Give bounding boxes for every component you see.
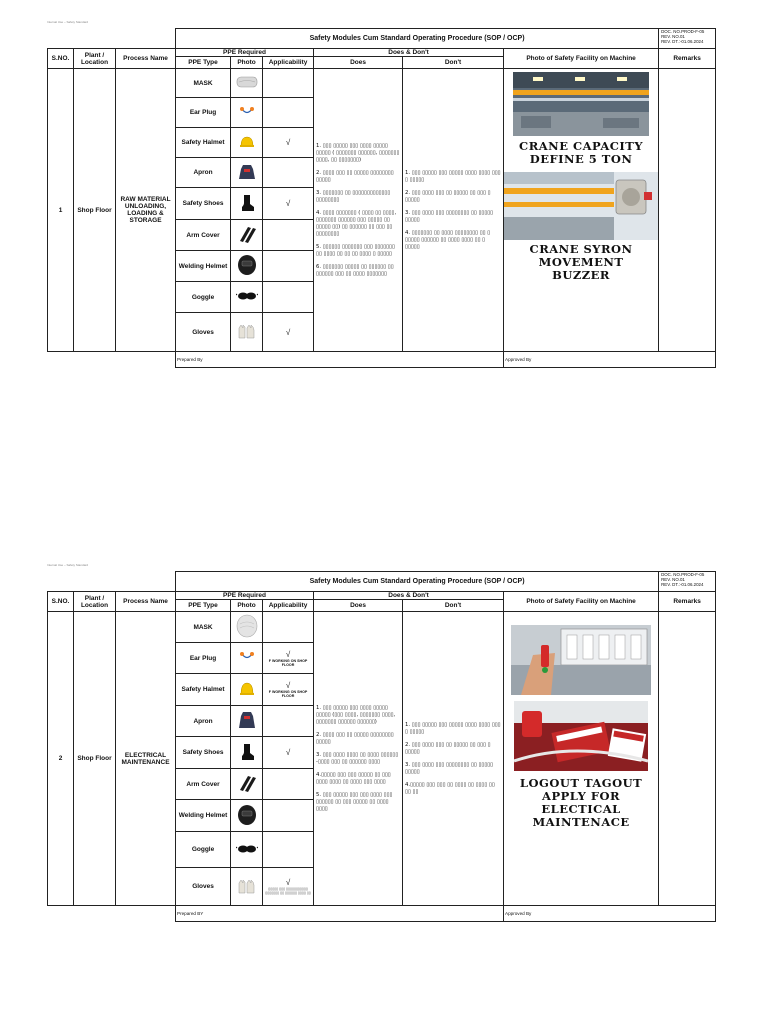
header-sno: S.NO. [48,592,74,612]
goggle-icon [231,282,263,313]
donts-item: 4. ▯▯▯▯▯▯▯ ▯▯ ▯▯▯▯ ▯▯▯▯▯▯▯▯ ▯▯ ▯ ▯▯▯▯▯ ▯▯▯▯▯▯ ▯▯ ▯▯▯▯ ▯▯▯▯ ▯▯ ▯ ▯▯▯▯▯ [405,229,491,250]
ear-plug-icon [231,643,263,674]
header-does-donts: Does & Don't [314,49,504,57]
header-donts: Don't [403,600,504,612]
plant-location: Shop Floor [74,612,116,906]
ppe-applicability [263,98,314,128]
ppe-type: Safety Shoes [176,737,231,769]
does-item: 4.▯▯▯▯▯ ▯▯▯ ▯▯▯ ▯▯▯▯▯ ▯▯ ▯▯▯ ▯▯▯▯ ▯▯▯▯ ▯▯ ▯▯▯▯ ▯▯▯ ▯▯▯▯ [316,771,391,785]
shoe-icon [231,188,263,220]
ppe-type: MASK [176,612,231,643]
ppe-type: Gloves [176,868,231,906]
does-item: 5. ▯▯▯▯▯▯ ▯▯▯▯▯▯▯ ▯▯▯ ▯▯▯▯▯▯▯ ▯▯ ▯▯▯▯ ▯▯ ▯▯ ▯▯ ▯▯▯▯ ▯ ▯▯▯▯▯ [316,243,395,257]
does-item: 6. ▯▯▯▯▯▯▯ ▯▯▯▯▯ ▯▯ ▯▯▯▯▯▯ ▯▯ ▯▯▯▯▯▯ ▯▯▯ ▯▯ ▯▯▯▯ ▯▯▯▯▯▯▯ [316,263,394,277]
donts-item: 3. ▯▯▯ ▯▯▯▯ ▯▯▯ ▯▯▯▯▯▯▯▯ ▯▯ ▯▯▯▯▯ ▯▯▯▯▯ [405,209,494,223]
remarks-cell [659,69,716,352]
ppe-applicability [263,220,314,251]
donts-list [403,69,504,352]
header-photo-facility: Photo of Safety Facility on Machine [504,49,659,69]
doc-info: DOC. NO.PROD-F-05 REV. NO.01 REV. DT.:-01.06.2024 [659,572,716,592]
header-applicability: Applicability [263,57,314,69]
sop-title: Safety Modules Cum Standard Operating Procedure (SOP / OCP) [176,572,659,592]
ppe-type: Gloves [176,313,231,352]
doc-info: DOC. NO.PROD-F-05 REV. NO.01 REV. DT.:-01.06.2024 [659,29,716,49]
does-item: 2. ▯▯▯▯ ▯▯▯ ▯▯ ▯▯▯▯▯ ▯▯▯▯▯▯▯▯ ▯▯▯▯▯ [316,731,394,745]
header-does: Does [314,57,403,69]
apron-icon [231,158,263,188]
does-item: 1. ▯▯▯ ▯▯▯▯▯ ▯▯▯ ▯▯▯▯ ▯▯▯▯▯ ▯▯▯▯▯ ( ▯▯▯▯▯▯▯ ▯▯▯▯▯▯, ▯▯▯▯▯▯▯ ▯▯▯▯, ▯▯ ▯▯▯▯▯▯▯) [316,142,400,163]
electrical-panel-photo [511,625,651,695]
apron-icon [231,706,263,737]
header-remarks: Remarks [659,49,716,69]
header-does-donts: Does & Don't [314,592,504,600]
ppe-applicability [263,282,314,313]
ppe-applicability [263,769,314,800]
ppe-applicability: √ [263,188,314,220]
crane-buzzer-photo [504,172,659,240]
gloves-icon [231,313,263,352]
ppe-applicability: √ [263,313,314,352]
plant-location: Shop Floor [74,69,116,352]
crane-photo [513,72,649,136]
header-donts: Don't [403,57,504,69]
header-process: Process Name [116,592,176,612]
donts-item: 1. ▯▯▯ ▯▯▯▯▯ ▯▯▯ ▯▯▯▯▯ ▯▯▯▯ ▯▯▯▯ ▯▯▯ ▯ ▯▯▯▯▯ [405,169,501,183]
donts-item: 2. ▯▯▯ ▯▯▯▯ ▯▯▯ ▯▯ ▯▯▯▯▯ ▯▯ ▯▯▯ ▯ ▯▯▯▯▯ [405,189,491,203]
header-ppe-type: PPE Type [176,57,231,69]
process-name: ELECTRICAL MAINTENANCE [116,612,176,906]
internal-use-note: Internal Use – Safety Standard [47,563,89,567]
ppe-type: Apron [176,158,231,188]
internal-use-note: Internal Use – Safety Standard [47,20,89,24]
header-ppe-required: PPE Required [176,592,314,600]
ppe-applicability: √ F WORKING ON SHOP FLOOR [263,674,314,706]
ppe-type: Safety Halmet [176,128,231,158]
ppe-type: Apron [176,706,231,737]
header-ppe-required: PPE Required [176,49,314,57]
ppe-applicability: √ ▯▯▯▯▯ ▯▯▯ ▯▯▯▯▯▯▯▯▯▯▯ ▯▯▯▯▯▯▯ ▯▯ ▯▯▯▯▯▯ ▯▯▯▯ ▯▯ [263,868,314,906]
ppe-applicability [263,832,314,868]
does-item: 3. ▯▯▯▯▯▯▯ ▯▯ ▯▯▯▯▯▯▯▯▯▯▯▯▯ ▯▯▯▯▯▯▯▯ [316,189,391,203]
ppe-applicability: √ [263,737,314,769]
donts-item: 3. ▯▯▯ ▯▯▯▯ ▯▯▯ ▯▯▯▯▯▯▯▯ ▯▯ ▯▯▯▯▯ ▯▯▯▯▯ [405,761,494,775]
header-photo: Photo [231,57,263,69]
photo-caption: CRANE SYRON MOVEMENT BUZZER [529,242,633,282]
donts-item: 4.▯▯▯▯▯ ▯▯▯ ▯▯▯ ▯▯ ▯▯▯▯ ▯▯ ▯▯▯▯ ▯▯ ▯▯ ▯▯ [405,781,495,795]
serial-number: 1 [48,69,74,352]
prepared-by: Prepared By [176,352,504,368]
approved-by: Approved By [504,352,716,368]
ppe-type: Safety Shoes [176,188,231,220]
header-plant: Plant / Location [74,49,116,69]
safety-facility-photos [504,612,659,906]
header-photo-facility: Photo of Safety Facility on Machine [504,592,659,612]
ppe-type: Safety Halmet [176,674,231,706]
ppe-applicability: √ F WORKING ON SHOP FLOOR [263,643,314,674]
photo-caption: CRANE CAPACITY DEFINE 5 TON [519,139,644,166]
header-process: Process Name [116,49,176,69]
goggle-icon [231,832,263,868]
ppe-type: Arm Cover [176,769,231,800]
ppe-applicability: √ [263,128,314,158]
remarks-cell [659,612,716,906]
sop-table-1 [47,28,716,368]
lockout-tag-photo [514,701,648,771]
sop-table-2 [47,571,716,922]
header-does: Does [314,600,403,612]
photo-caption: LOGOUT TAGOUT APPLY FOR ELECTICAL MAINTENACE [519,776,643,829]
ear-plug-icon [231,98,263,128]
does-item: 5. ▯▯▯ ▯▯▯▯▯ ▯▯▯ ▯▯▯ ▯▯▯▯ ▯▯▯ ▯▯▯▯▯▯ ▯▯ ▯▯▯ ▯▯▯▯▯ ▯▯ ▯▯▯▯ ▯▯▯▯ [316,791,393,812]
ppe-type: Goggle [176,282,231,313]
donts-item: 2. ▯▯▯ ▯▯▯▯ ▯▯▯ ▯▯ ▯▯▯▯▯ ▯▯ ▯▯▯ ▯ ▯▯▯▯▯ [405,741,491,755]
does-item: 4. ▯▯▯▯ ▯▯▯▯▯▯▯ ( ▯▯▯▯ ▯▯ ▯▯▯▯, ▯▯▯▯▯▯▯ ▯▯▯▯▯▯ ▯▯▯ ▯▯▯▯▯ ▯▯ ▯▯▯▯▯ ▯▯) ▯▯ ▯▯▯▯▯▯ ▯▯ ▯▯▯ ▯▯ ▯▯▯▯▯▯▯▯ [316,209,397,237]
header-sno: S.NO. [48,49,74,69]
ppe-applicability [263,706,314,737]
ppe-applicability [263,158,314,188]
does-item: 3. ▯▯▯ ▯▯▯▯ ▯▯▯▯ ▯▯ ▯▯▯▯ ▯▯▯▯▯▯ -▯▯▯▯ ▯▯▯ ▯▯ ▯▯▯▯▯▯ ▯▯▯▯ [316,751,399,765]
arm-cover-icon [231,220,263,251]
approved-by: Approved By [504,906,716,922]
header-remarks: Remarks [659,592,716,612]
gloves-icon [231,868,263,906]
welding-helmet-icon [231,251,263,282]
ppe-applicability [263,251,314,282]
donts-item: 1. ▯▯▯ ▯▯▯▯▯ ▯▯▯ ▯▯▯▯▯ ▯▯▯▯ ▯▯▯▯ ▯▯▯ ▯ ▯▯▯▯▯ [405,721,501,735]
serial-number: 2 [48,612,74,906]
header-applicability: Applicability [263,600,314,612]
does-item: 1. ▯▯▯ ▯▯▯▯▯ ▯▯▯ ▯▯▯▯ ▯▯▯▯▯ ▯▯▯▯▯ (▯▯▯ ▯▯▯▯, ▯▯▯▯▯▯▯ ▯▯▯▯, ▯▯▯▯▯▯▯ ▯▯▯▯▯▯ ▯▯▯▯▯▯) [316,704,396,725]
arm-cover-icon [231,769,263,800]
ppe-type: MASK [176,69,231,98]
ppe-type: Goggle [176,832,231,868]
shoe-icon [231,737,263,769]
does-list [314,612,403,906]
mask-icon [231,612,263,643]
ppe-type: Welding Helmet [176,251,231,282]
does-list [314,69,403,352]
ppe-type: Ear Plug [176,643,231,674]
welding-helmet-icon [231,800,263,832]
header-ppe-type: PPE Type [176,600,231,612]
helmet-icon [231,128,263,158]
ppe-applicability [263,800,314,832]
ppe-type: Arm Cover [176,220,231,251]
ppe-applicability [263,69,314,98]
does-item: 2. ▯▯▯▯ ▯▯▯ ▯▯ ▯▯▯▯▯ ▯▯▯▯▯▯▯▯ ▯▯▯▯▯ [316,169,394,183]
ppe-type: Welding Helmet [176,800,231,832]
donts-list [403,612,504,906]
helmet-icon [231,674,263,706]
ppe-type: Ear Plug [176,98,231,128]
mask-icon [231,69,263,98]
process-name: RAW MATERIAL UNLOADING, LOADING & STORAGE [116,69,176,352]
safety-facility-photos [504,69,659,352]
ppe-applicability [263,612,314,643]
prepared-by: Prepared BY [176,906,504,922]
header-photo: Photo [231,600,263,612]
header-plant: Plant / Location [74,592,116,612]
sop-title: Safety Modules Cum Standard Operating Procedure (SOP / OCP) [176,29,659,49]
